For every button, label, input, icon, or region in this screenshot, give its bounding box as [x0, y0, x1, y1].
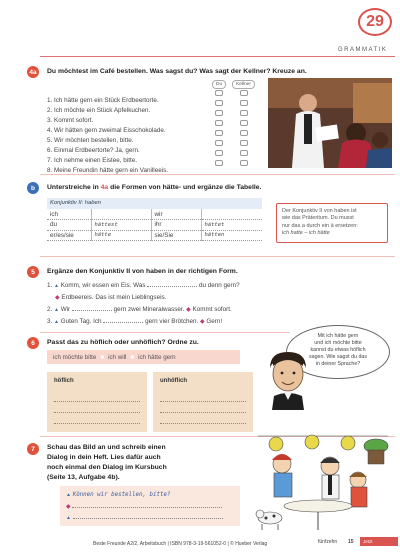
answer-line[interactable] — [160, 394, 246, 402]
checkbox-kellner[interactable] — [240, 140, 248, 146]
checkbox-du[interactable] — [215, 130, 223, 136]
grammar-note: Der Konjunktiv II von haben ist wie das Präteritum. Du musst nur das a durch ein ä ersetzen: ich hatte – ich hätte — [276, 203, 388, 243]
checkbox-kellner[interactable] — [240, 100, 248, 106]
page-number-badge: 29 — [358, 8, 392, 36]
divider — [40, 332, 290, 333]
answer-line[interactable] — [54, 394, 140, 402]
blank-field[interactable] — [103, 322, 143, 323]
table-row: du hättest ihr hättet — [47, 220, 262, 231]
dialog-box — [60, 486, 240, 526]
boy-illustration — [264, 350, 312, 410]
checkbox-du[interactable] — [215, 160, 223, 166]
column-header-kellner: Kellner — [232, 80, 255, 89]
separator-dot: ■ — [130, 353, 135, 361]
list-item: 6. Einmal Erdbeertorte? Ja, gern. — [47, 139, 262, 149]
blank-field[interactable] — [72, 507, 222, 508]
speaker-b-icon: ◆ — [55, 295, 60, 301]
speaker-a-icon: ▲ — [54, 319, 59, 325]
checkbox-du[interactable] — [215, 150, 223, 156]
list-item: 3. Kommt sofort. — [47, 109, 262, 119]
checkbox-kellner[interactable] — [240, 130, 248, 136]
speaker-a-icon: ▲ — [66, 515, 71, 522]
checkbox-kellner[interactable] — [240, 150, 248, 156]
option-chip[interactable]: ich möchte bitte — [53, 353, 97, 361]
speaker-a-icon: ▲ — [66, 492, 71, 498]
unhoeflich-box: unhöflich — [153, 372, 253, 432]
column-header-du: Du — [212, 80, 226, 89]
header-divider — [40, 56, 395, 57]
divider — [40, 174, 395, 175]
list-item: 4. Wir hätten gern zweimal Eisschokolade. — [47, 119, 262, 129]
blank-field[interactable] — [72, 310, 112, 311]
footer-tag: Jetzt — [360, 537, 398, 546]
dialog-line — [66, 515, 234, 521]
speaker-b-icon: ◆ — [186, 307, 191, 313]
list-item: 8. Meine Freundin hätte gern ein Vanilleeis. — [47, 159, 262, 169]
list-item: 5. Wir möchten bestellen, bitte. — [47, 129, 262, 139]
blank-field[interactable] — [73, 518, 223, 519]
speaker-b-icon: ◆ — [66, 503, 71, 510]
ex5-line-1b: ◆ Erdbeereis. Das ist mein Lieblingseis. — [55, 294, 167, 301]
checkbox-du[interactable] — [215, 110, 223, 116]
table-row: ich wir — [47, 209, 262, 220]
footer-page-word: fünfzehn — [318, 539, 338, 545]
dialog-line — [66, 504, 234, 510]
answer-line[interactable] — [54, 405, 140, 413]
exercise-7-instruction: Schau das Bild an und schreib einen Dialog in dein Heft. Lies dafür auch noch einmal den Dialog im Kursbuch (Seite 13, Aufgabe 4b). — [47, 444, 167, 481]
list-item: 7. Ich nehme einen Eistee, bitte. — [47, 149, 262, 159]
table-row: er/es/sie hätte sie/Sie hätten — [47, 230, 262, 241]
exercise-4a-list — [47, 89, 262, 174]
exercise-4a-instruction: Du möchtest im Café bestellen. Was sagst du? Was sagt der Kellner? Kreuze an. — [47, 68, 307, 75]
speaker-a-icon: ▲ — [54, 307, 59, 313]
option-chip[interactable]: ich will — [108, 353, 127, 361]
answer-line[interactable] — [160, 405, 246, 413]
checkbox-kellner[interactable] — [240, 120, 248, 126]
checkbox-du[interactable] — [215, 90, 223, 96]
answer-line[interactable] — [54, 416, 140, 424]
separator-dot: ■ — [100, 353, 105, 361]
checkbox-du[interactable] — [215, 100, 223, 106]
exercise-6-badge: 6 — [27, 337, 39, 349]
exercise-5-badge: 5 — [27, 266, 39, 278]
checkbox-kellner[interactable] — [240, 90, 248, 96]
list-item: 2. Ich möchte ein Stück Apfelkuchen. — [47, 99, 262, 109]
footer-page-number: 15 — [348, 539, 354, 545]
section-label: GRAMMATIK — [338, 47, 388, 53]
exercise-7-badge: 7 — [27, 443, 39, 455]
option-chip[interactable]: ich hätte gern — [138, 353, 176, 361]
ex5-line-3: 3. ▲ Guten Tag. Ich gern vier Brötchen. ◆ Gern! — [47, 318, 223, 325]
konjunktiv-table — [47, 209, 262, 241]
speaker-b-icon: ◆ — [200, 319, 205, 325]
divider — [40, 256, 395, 257]
checkbox-kellner[interactable] — [240, 160, 248, 166]
dialog-line: ▲ Können wir bestellen, bitte? — [66, 492, 171, 498]
exercise-b-badge: b — [27, 182, 39, 194]
answer-line[interactable] — [160, 416, 246, 424]
ex5-line-1: 1. ▲ Komm, wir essen ein Eis. Was du denn gern? — [47, 282, 240, 289]
speaker-a-icon: ▲ — [54, 283, 59, 289]
checkbox-du[interactable] — [215, 140, 223, 146]
exercise-5-instruction: Ergänze den Konjunktiv II von haben in der richtigen Form. — [47, 268, 238, 275]
footer-copyright: Beste Freunde A2/2, Arbeitsbuch | ISBN 978-3-19-561052-0 | © Hueber Verlag — [93, 541, 268, 547]
checkbox-du[interactable] — [215, 120, 223, 126]
options-bar — [47, 350, 240, 364]
checkbox-kellner[interactable] — [240, 110, 248, 116]
exercise-b-instruction: Unterstreiche in 4a die Formen von hätte- und ergänze die Tabelle. — [47, 184, 262, 191]
cafe-photo — [268, 78, 392, 168]
exercise-6-instruction: Passt das zu höflich oder unhöflich? Ordne zu. — [47, 339, 199, 346]
table-header: Konjunktiv II: haben — [47, 198, 262, 209]
ex5-line-2: 2. ▲ Wir gern zwei Mineralwasser. ◆ Kommt sofort. — [47, 306, 232, 313]
blank-field[interactable] — [147, 286, 197, 287]
cafe-cartoon-illustration — [248, 430, 393, 535]
hoeflich-box: höflich — [47, 372, 147, 432]
list-item: 1. Ich hätte gern ein Stück Erdbeertorte. — [47, 89, 262, 99]
speech-bubble: Mit ich hätte gern und ich möchte bitte kannst du etwas höflich sagen. Wie sagst du das in deiner Sprache? — [286, 325, 390, 379]
exercise-4a-badge: 4a — [27, 66, 39, 78]
